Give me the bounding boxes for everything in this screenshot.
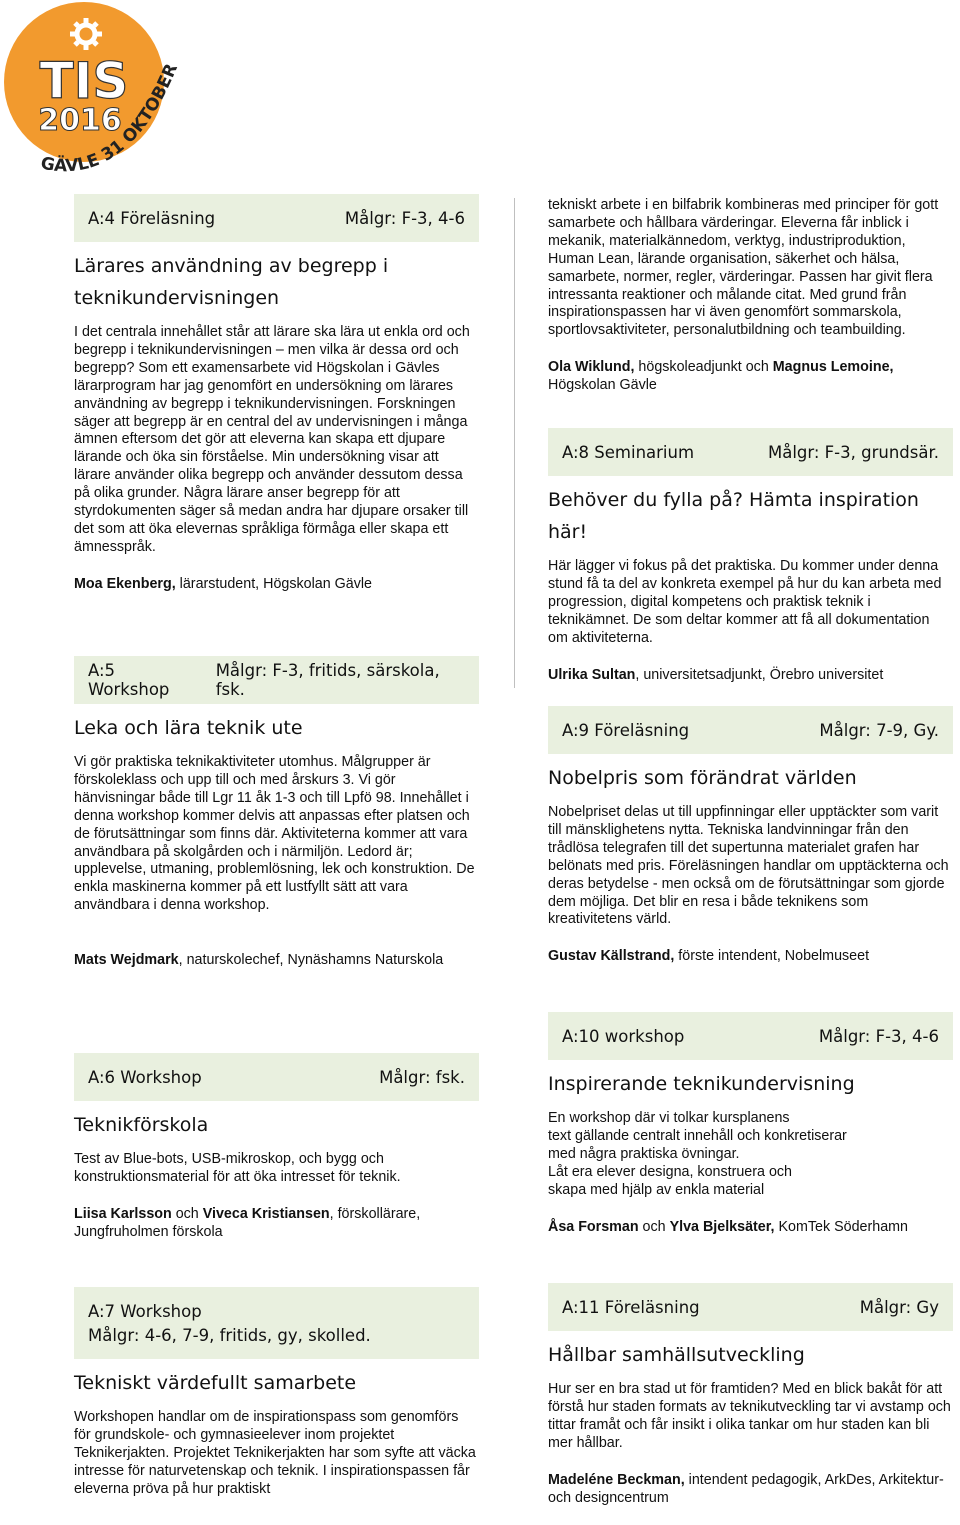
session-credit: Liisa Karlsson och Viveca Kristiansen, förskollärare, Jungfruholmen förskola <box>74 1205 421 1240</box>
session-banner <box>74 1287 479 1359</box>
title-line: Lärares användning av begrepp i <box>74 255 389 277</box>
session-title: Tekniskt värdefullt samarbete <box>74 1372 357 1394</box>
session-body: I det centrala innehållet står att lärare ska lära ut enkla ord och begrepp i teknikundervisningen – men vilka är dessa ord och begrepp? Som ett examensarbete vid Högskolan i Gävles lärarprogram har jag genomfört en undersökning om lärares användning av begrepp i teknikundervisningen. Forskningen säger att begrepp är en central del av undervisningen i många ämnen eftersom det gör att eleverna kan skapa ett djupare lärande och öka sin förståelse. Min undersökning visar att lärare använder olika begrepp och använder dessutom dessa på olika grunder. Några lärare anser begrepp för att styrdokumenten säger så medan andra har djupare orsaker till det som att öka elevernas språkliga förmåga eller skapa ett ämnesspråk. <box>74 324 470 555</box>
session-body: Här lägger vi fokus på det praktiska. Du kommer under denna stund få ta del av konkreta exempel på hur du kan arbeta med progression, digital kompetens och praktisk teknik i teknikämnet. De som deltar kommer att få all dokumentation om aktiviteterna. <box>548 558 942 646</box>
session-banner <box>548 428 953 476</box>
session-title: Hållbar samhällsutveckling <box>548 1344 805 1366</box>
session-title: Inspirerande teknikundervisning <box>548 1073 855 1095</box>
session-title: Teknikförskola <box>74 1114 209 1136</box>
session-body: Workshopen handlar om de inspirationspass som genomförs för grundskole- och gymnasieelever inom projektet Teknikerjakten. Projektet Teknikerjakten har som syfte att väcka intresse för naturvetenskap och teknik. I inspirationspassen får eleverna pröva på hur praktiskt <box>74 1409 476 1497</box>
session-target: Målgr: F-3, 4-6 <box>344 208 465 228</box>
session-code: A:9 Föreläsning <box>562 720 690 740</box>
logo-year: 2016 <box>38 103 122 138</box>
session-body-continuation: tekniskt arbete i en bilfabrik kombineras med principer för gott samarbete och hållbara värderingar. Eleverna får inblick i mekanik, materialkännedom, verktyg, industriproduktion, Human Lean, lärande organisation, säkerhet och hälsa, samarbete, normer, regler, värderingar. Passen har givit flera intressanta reaktioner och målande citat. Med grund från inspirationspassen har vi även genomfört sommarskola, sportlovsaktiviteter, personalutbildning och teambuilding. <box>548 197 939 339</box>
session-code: A:10 workshop <box>562 1026 685 1046</box>
session-a10 <box>548 1012 953 1236</box>
session-code: A:7 Workshop <box>88 1301 202 1321</box>
session-target: Målgr: 7-9, Gy. <box>819 720 939 740</box>
session-title <box>74 250 479 314</box>
session-banner <box>548 1012 953 1060</box>
session-a6 <box>74 1053 479 1241</box>
tis-2016-logo <box>0 0 200 190</box>
session-a8 <box>548 428 953 684</box>
session-a4 <box>74 194 479 593</box>
session-a11 <box>548 1283 953 1507</box>
session-a7-continuation <box>548 197 953 394</box>
session-banner <box>548 1283 953 1331</box>
body-line: text gällande centralt innehåll och konkretiserar <box>548 1127 847 1144</box>
body-line: Låt era elever designa, konstruera och <box>548 1163 792 1180</box>
session-target: Målgr: Gy <box>859 1297 939 1317</box>
session-body: Vi gör praktiska teknikaktiviteter utomhus. Målgrupper är förskoleklass och upp till och med årskurs 3. Vi gör hänvisningar både till Lgr 11 åk 1-3 och till Lpfö 98. Innehållet i denna workshop kommer delvis att anpassas efter platsen och de förutsättningar som finns där. Aktiviteterna kommer att vara användbara på skolgården och i närmiljön. Ledord är; upplevelse, utmaning, problemlösning, lek och konstruktion. De enkla maskinerna kommer på ett lustfyllt sätt att vara användbara i denna workshop. <box>74 754 475 914</box>
session-code: A:5 Workshop <box>88 661 170 699</box>
session-body: Hur ser en bra stad ut för framtiden? Med en blick bakåt för att förstå hur staden formats av teknikutveckling tar vi avstamp och tittar framåt och får insikt i olika tankar om hur staden kan bli mer hållbar. <box>548 1381 951 1451</box>
title-line: teknikundervisningen <box>74 287 280 309</box>
session-target: Målgr: F-3, grundsär. <box>767 442 939 462</box>
session-credit: Ola Wiklund, högskoleadjunkt och Magnus Lemoine, Högskolan Gävle <box>548 359 894 394</box>
session-banner <box>74 656 479 704</box>
session-body: Nobelpriset delas ut till uppfinningar eller upptäckter som varit till mänsklighetens nytta. Tekniska landvinningar från den trådlösa telegrafen till det supertunna materialet grafen har belönats med pris. Föreläsningen handlar om upptäckterna och deras betydelse - men också om de förutsättningar som gjorde dem möjliga. Det blir en resa i både teknikens som kreativitetens värld. <box>548 804 949 928</box>
body-line: En workshop där vi tolkar kursplanens <box>548 1110 790 1126</box>
session-code: A:11 Föreläsning <box>562 1297 700 1317</box>
session-body: Test av Blue-bots, USB-mikroskop, och bygg och konstruktionsmaterial för att öka intresset för teknik. <box>74 1151 401 1185</box>
body-line: skapa med hjälp av enkla material <box>548 1181 765 1198</box>
session-banner <box>74 194 479 242</box>
session-credit: Åsa Forsman och Ylva Bjelksäter, KomTek Söderhamn <box>548 1218 909 1235</box>
session-a9 <box>548 706 953 965</box>
session-code: A:8 Seminarium <box>562 442 695 462</box>
session-credit: Madeléne Beckman, intendent pedagogik, ArkDes, Arkitektur- och designcentrum <box>548 1471 944 1506</box>
logo-tagline: GÄVLE 31 OKTOBER <box>39 60 182 177</box>
session-title: Nobelpris som förändrat världen <box>548 767 857 789</box>
session-credit: Ulrika Sultan, universitetsadjunkt, Örebro universitet <box>548 666 884 683</box>
session-credit: Gustav Källstrand, förste intendent, Nobelmuseet <box>548 948 870 965</box>
session-banner <box>548 706 953 754</box>
session-credit: Mats Wejdmark, naturskolechef, Nynäshamns Naturskola <box>74 952 444 969</box>
body-line: med några praktiska övningar. <box>548 1145 740 1162</box>
session-target: Målgr: 4-6, 7-9, fritids, gy, skolled. <box>88 1325 371 1345</box>
column-divider <box>514 198 515 688</box>
session-code: A:4 Föreläsning <box>88 208 216 228</box>
session-title: Behöver du fylla på? Hämta inspiration här! <box>548 489 919 543</box>
session-banner <box>74 1053 479 1101</box>
session-code: A:6 Workshop <box>88 1067 202 1087</box>
session-target: Målgr: F-3, 4-6 <box>818 1026 939 1046</box>
session-target: Målgr: fsk. <box>379 1067 465 1087</box>
session-target: Målgr: F-3, fritids, särskola, fsk. <box>215 661 440 699</box>
session-credit: Moa Ekenberg, lärarstudent, Högskolan Gävle <box>74 575 372 592</box>
session-a5 <box>74 656 479 969</box>
logo-letters: TIS <box>39 52 129 110</box>
session-title: Leka och lära teknik ute <box>74 717 303 739</box>
session-body <box>548 1110 953 1200</box>
session-a7 <box>74 1287 479 1499</box>
